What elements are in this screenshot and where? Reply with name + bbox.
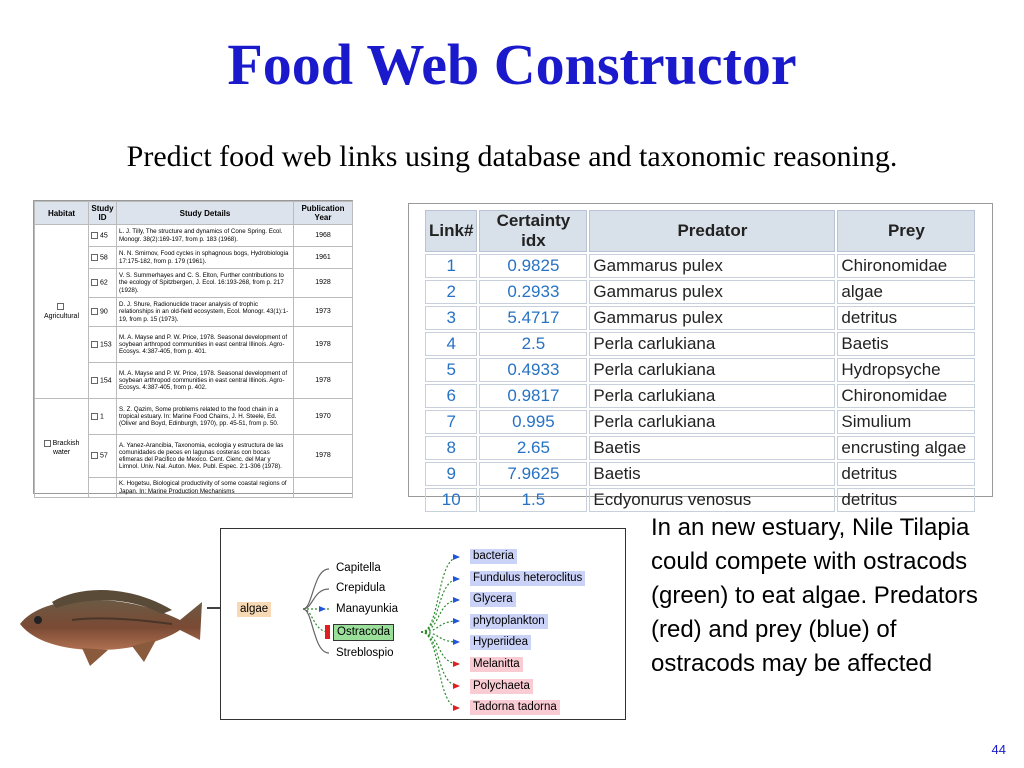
table-row <box>425 436 975 460</box>
habitat-label: Agricultural <box>43 312 79 320</box>
publication-year: 1970 <box>294 399 353 435</box>
link-number: 6 <box>425 384 477 408</box>
study-details: N. N. Smirnov, Food cycles in sphagnous bogs, Hydrobiologia 17:175-182, from p. 179 (1961). <box>117 247 294 269</box>
certainty-value: 7.9625 <box>479 462 587 486</box>
publication-year: 1928 <box>294 269 353 298</box>
link-number: 9 <box>425 462 477 486</box>
table-row <box>425 462 975 486</box>
prey-name: Hydropsyche <box>837 358 975 382</box>
study-details: S. Z. Qazim, Some problems related to the food chain in a tropical estuary. In: Marine Food Chains, J. H. Steele, Ed. (Oliver and Boyd, Edinburgh, 1970), pp. 45-51, from p. 50. <box>117 399 294 435</box>
habitat-checkbox[interactable] <box>44 440 51 447</box>
study-checkbox[interactable] <box>91 413 98 420</box>
node-hyperiidea[interactable]: Hyperiidea <box>470 635 531 650</box>
node-glycera[interactable]: Glycera <box>470 592 516 607</box>
prey-name: algae <box>837 280 975 304</box>
node-phytoplankton[interactable]: phytoplankton <box>470 614 548 629</box>
slide-title: Food Web Constructor <box>227 32 797 97</box>
publication-year: 1961 <box>294 247 353 269</box>
nile-tilapia-fish-image <box>12 580 217 670</box>
prey-name: Baetis <box>837 332 975 356</box>
node-fundulus-heteroclitus[interactable]: Fundulus heteroclitus <box>470 571 585 586</box>
ostracoda-marker <box>325 625 330 639</box>
prey-name: encrusting algae <box>837 436 975 460</box>
study-details: K. Hogetsu, Biological productivity of some coastal regions of Japan. In: Marine Production Mechanisms <box>117 478 294 498</box>
predator-name: Perla carlukiana <box>589 358 835 382</box>
study-id: 62 <box>100 279 108 287</box>
publication-year: 1978 <box>294 327 353 363</box>
link-number: 4 <box>425 332 477 356</box>
study-id: 57 <box>100 452 108 460</box>
study-details: V. S. Summerhayes and C. S. Elton, Further contributions to the ecology of Spitzbergen, J. Ecol. 16:193-268, from p. 217 (1928). <box>117 269 294 298</box>
certainty-value: 2.5 <box>479 332 587 356</box>
habitat-checkbox[interactable] <box>57 303 64 310</box>
study-checkbox[interactable] <box>91 279 98 286</box>
study-id: 153 <box>100 341 112 349</box>
predator-name: Gammarus pulex <box>589 254 835 278</box>
publication-year: 1968 <box>294 225 353 247</box>
study-details: M. A. Mayse and P. W. Price, 1978. Seasonal development of soybean arthropod communities in east central Illinois. Agro-Ecosys. 4:387-405, from p. 402. <box>117 363 294 399</box>
habitat-cell-agricultural <box>35 225 89 399</box>
study-details: L. J. Tilly, The structure and dynamics of Cone Spring. Ecol. Monogr. 38(2):169-197, from p. 183 (1968). <box>117 225 294 247</box>
study-details: M. A. Mayse and P. W. Price, 1978. Seasonal development of soybean arthropod communities in east central Illinois. Agro-Ecosys. 4:387-405, from p. 401. <box>117 327 294 363</box>
link-number: 3 <box>425 306 477 330</box>
predator-name: Gammarus pulex <box>589 280 835 304</box>
column-header-prey[interactable]: Prey <box>837 210 975 252</box>
table-row <box>35 225 353 247</box>
node-algae[interactable]: algae <box>237 602 271 617</box>
certainty-value: 0.2933 <box>479 280 587 304</box>
certainty-value: 2.65 <box>479 436 587 460</box>
node-ostracoda[interactable]: Ostracoda <box>333 624 394 641</box>
table-row <box>425 280 975 304</box>
node-tadorna-tadorna[interactable]: Tadorna tadorna <box>470 700 560 715</box>
node-capitella[interactable]: Capitella <box>336 562 381 574</box>
node-melanitta[interactable]: Melanitta <box>470 657 523 672</box>
predator-name: Baetis <box>589 436 835 460</box>
study-details: A. Yanez-Arancibia, Taxonomia, ecologia y estructura de las comunidades de peces en lagunas costeras con bocas efimeras del Pacifico de Mexico. Cent. Cienc. del Mar y Limnol. Univ. Nal. Auton. Mex. Publ. Espec. 2:1-306 (1978). <box>117 435 294 478</box>
table-row <box>425 254 975 278</box>
habitat-label: Brackish water <box>52 440 80 456</box>
node-streblospio[interactable]: Streblospio <box>336 647 394 659</box>
prey-name: detritus <box>837 462 975 486</box>
study-id: 154 <box>100 377 112 385</box>
food-web-diagram <box>220 528 626 720</box>
table-row <box>425 384 975 408</box>
certainty-value: 0.995 <box>479 410 587 434</box>
column-header-publication-year: Publication Year <box>294 202 353 225</box>
habitat-cell-brackish-water <box>35 399 89 498</box>
link-number: 5 <box>425 358 477 382</box>
predator-name: Baetis <box>589 462 835 486</box>
link-number: 10 <box>425 488 477 512</box>
predator-name: Perla carlukiana <box>589 332 835 356</box>
prey-name: Simulium <box>837 410 975 434</box>
prey-name: detritus <box>837 488 975 512</box>
predator-name: Perla carlukiana <box>589 384 835 408</box>
table-row <box>425 488 975 512</box>
link-number: 8 <box>425 436 477 460</box>
link-table-panel <box>408 203 993 509</box>
table-row <box>425 410 975 434</box>
link-number: 7 <box>425 410 477 434</box>
caption-text: In an new estuary, Nile Tilapia could compete with ostracods (green) to eat algae. Predators (red) and prey (blue) of ostracods may be affected <box>651 514 978 677</box>
certainty-value: 0.9817 <box>479 384 587 408</box>
study-table <box>34 201 353 498</box>
table-row <box>425 358 975 382</box>
publication-year: 1978 <box>294 363 353 399</box>
column-header-study-id: Study ID <box>89 202 117 225</box>
publication-year: 1973 <box>294 298 353 327</box>
certainty-value: 0.4933 <box>479 358 587 382</box>
node-polychaeta[interactable]: Polychaeta <box>470 679 533 694</box>
study-details: D. J. Shure, Radionuclide tracer analysis of trophic relationships in an old-field ecosystem, Ecol. Monogr. 43(1):1-19, from p. 15 (1973). <box>117 298 294 327</box>
study-table-panel <box>33 200 353 494</box>
column-header-habitat: Habitat <box>35 202 89 225</box>
predator-arrowheads <box>453 661 460 711</box>
column-header-study-details: Study Details <box>117 202 294 225</box>
prey-name: Chironomidae <box>837 254 975 278</box>
link-number: 1 <box>425 254 477 278</box>
table-row <box>425 306 975 330</box>
column-header-link[interactable]: Link# <box>425 210 477 252</box>
predator-name: Ecdyonurus venosus <box>589 488 835 512</box>
link-number: 2 <box>425 280 477 304</box>
certainty-value: 0.9825 <box>479 254 587 278</box>
prey-name: detritus <box>837 306 975 330</box>
prey-name: Chironomidae <box>837 384 975 408</box>
study-id: 45 <box>100 232 108 240</box>
page-number: 44 <box>991 742 1006 757</box>
study-checkbox[interactable] <box>91 341 98 348</box>
certainty-value: 5.4717 <box>479 306 587 330</box>
certainty-value: 1.5 <box>479 488 587 512</box>
diagram-links <box>221 529 625 719</box>
node-manayunkia[interactable]: Manayunkia <box>336 603 399 615</box>
node-bacteria[interactable]: bacteria <box>470 549 517 564</box>
study-checkbox[interactable] <box>91 452 98 459</box>
column-header-predator[interactable]: Predator <box>589 210 835 252</box>
predator-name: Gammarus pulex <box>589 306 835 330</box>
link-table <box>423 208 977 514</box>
study-checkbox[interactable] <box>91 254 98 261</box>
predator-name: Perla carlukiana <box>589 410 835 434</box>
publication-year: 1978 <box>294 435 353 478</box>
study-checkbox[interactable] <box>91 308 98 315</box>
table-row <box>425 332 975 356</box>
table-row <box>35 399 353 435</box>
slide-subtitle: Predict food web links using database and taxonomic reasoning. <box>126 140 898 173</box>
study-checkbox[interactable] <box>91 232 98 239</box>
study-id: 90 <box>100 308 108 316</box>
node-crepidula[interactable]: Crepidula <box>336 582 386 594</box>
study-checkbox[interactable] <box>91 377 98 384</box>
column-header-certainty[interactable]: Certainty idx <box>479 210 587 252</box>
study-id: 1 <box>100 413 104 421</box>
study-id: 58 <box>100 254 108 262</box>
publication-year <box>294 478 353 498</box>
